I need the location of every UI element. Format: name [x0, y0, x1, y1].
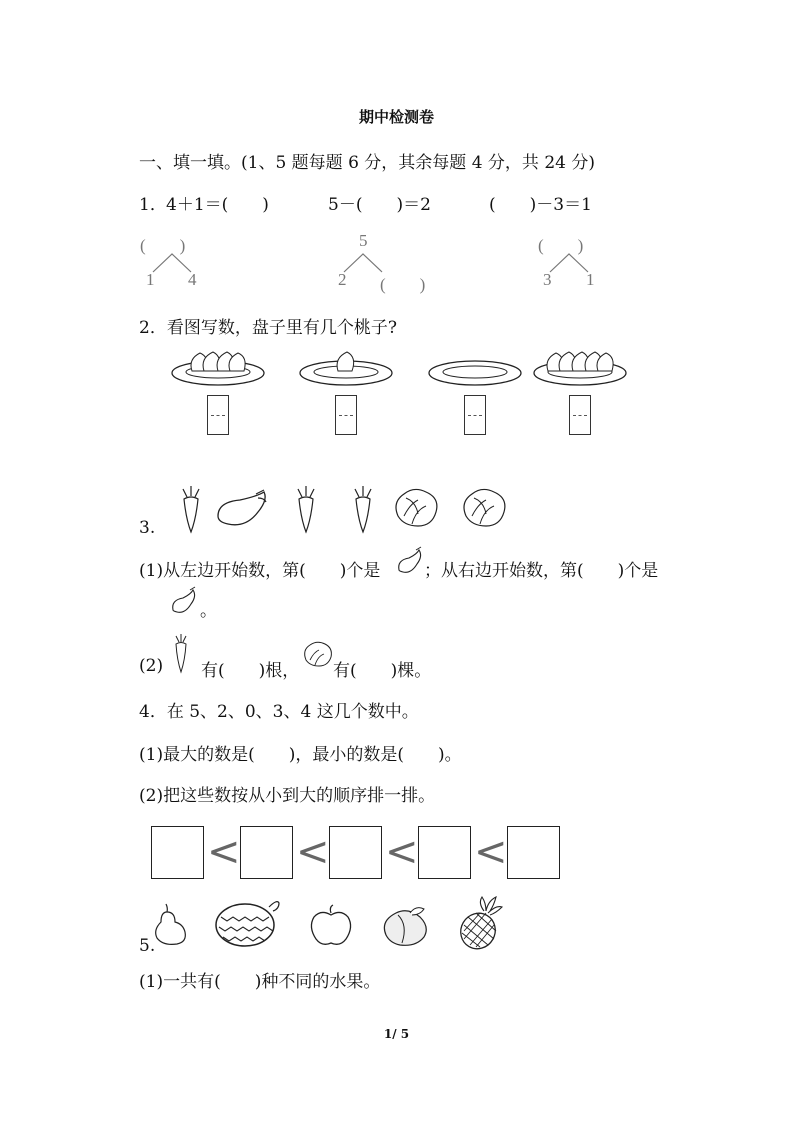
q3-label: 3. — [139, 518, 156, 538]
less-than-sign: < — [296, 829, 330, 875]
carrot-icon — [350, 485, 376, 535]
section-heading: 一、填一填。(1、5 题每题 6 分，其余每题 4 分，共 24 分) — [139, 153, 595, 173]
q2-text: 2．看图写数，盘子里有几个桃子? — [139, 318, 397, 338]
tree-left: 1 — [146, 270, 155, 289]
q3-part2-label: (2) — [139, 656, 164, 676]
q3-part1-end: 。 — [200, 601, 217, 621]
tree-right: ( ) — [380, 275, 426, 294]
tree-top: 5 — [359, 231, 368, 250]
answer-box-plate-4[interactable] — [569, 395, 591, 435]
tree-left: 3 — [543, 270, 552, 289]
cabbage-icon — [392, 486, 440, 530]
answer-box-plate-1[interactable] — [207, 395, 229, 435]
cabbage-icon — [460, 486, 508, 530]
tree-left: 2 — [338, 270, 347, 289]
carrot-small-icon — [172, 633, 190, 675]
apple-icon — [309, 905, 353, 947]
q3-part1-b: ；从右边开始数，第( )个是 — [424, 561, 659, 581]
eggplant-small-icon — [170, 586, 198, 616]
q1-label: 1． — [139, 195, 167, 215]
q4-part2: (2)把这些数按从小到大的顺序排一排。 — [139, 786, 436, 806]
answer-box-plate-2[interactable] — [335, 395, 357, 435]
order-box-1[interactable] — [151, 826, 204, 879]
q4-text: 4．在 5、2、0、3、4 这几个数中。 — [139, 702, 419, 722]
q5-label: 5. — [139, 936, 156, 956]
q4-part1: (1)最大的数是( )，最小的数是( )。 — [139, 745, 462, 765]
q3-part2-b: 有( )根， — [201, 661, 300, 681]
carrot-icon — [178, 485, 204, 535]
pear-icon — [152, 902, 188, 948]
tree-right: 4 — [188, 270, 197, 289]
watermelon-icon — [213, 897, 281, 949]
less-than-sign: < — [207, 829, 241, 875]
tree-top: ( ) — [538, 236, 584, 255]
tree-right: 1 — [586, 270, 595, 289]
eggplant-icon — [214, 488, 270, 530]
plate-peaches-4-icon — [170, 345, 266, 389]
q5-part1: (1)一共有( )种不同的水果。 — [139, 972, 381, 992]
page-title: 期中检测卷 — [358, 108, 434, 126]
q3-part2-c: 有( )棵。 — [333, 661, 432, 681]
tree-branches — [545, 252, 595, 272]
eggplant-small-icon — [396, 546, 424, 576]
less-than-sign: < — [474, 829, 508, 875]
less-than-sign: < — [385, 829, 419, 875]
plate-peach-1-icon — [298, 345, 394, 389]
answer-box-plate-3[interactable] — [464, 395, 486, 435]
order-box-5[interactable] — [507, 826, 560, 879]
order-box-4[interactable] — [418, 826, 471, 879]
cabbage-small-icon — [302, 640, 332, 670]
q1-equation-1: 4＋1＝( ) — [166, 195, 269, 215]
carrot-icon — [293, 485, 319, 535]
tree-top: ( ) — [140, 236, 186, 255]
q1-equation-2: 5－( )＝2 — [328, 195, 431, 215]
tree-branches — [339, 252, 389, 272]
order-box-3[interactable] — [329, 826, 382, 879]
peach-icon — [380, 905, 432, 947]
pineapple-icon — [456, 897, 506, 951]
page-number: 1/ 5 — [383, 1027, 410, 1041]
plate-empty-icon — [427, 345, 523, 389]
plate-peaches-5-icon — [532, 345, 628, 389]
q3-part1-a: (1)从左边开始数，第( )个是 — [139, 561, 381, 581]
tree-branches — [148, 252, 198, 272]
q1-equation-3: ( )－3＝1 — [489, 195, 592, 215]
order-box-2[interactable] — [240, 826, 293, 879]
